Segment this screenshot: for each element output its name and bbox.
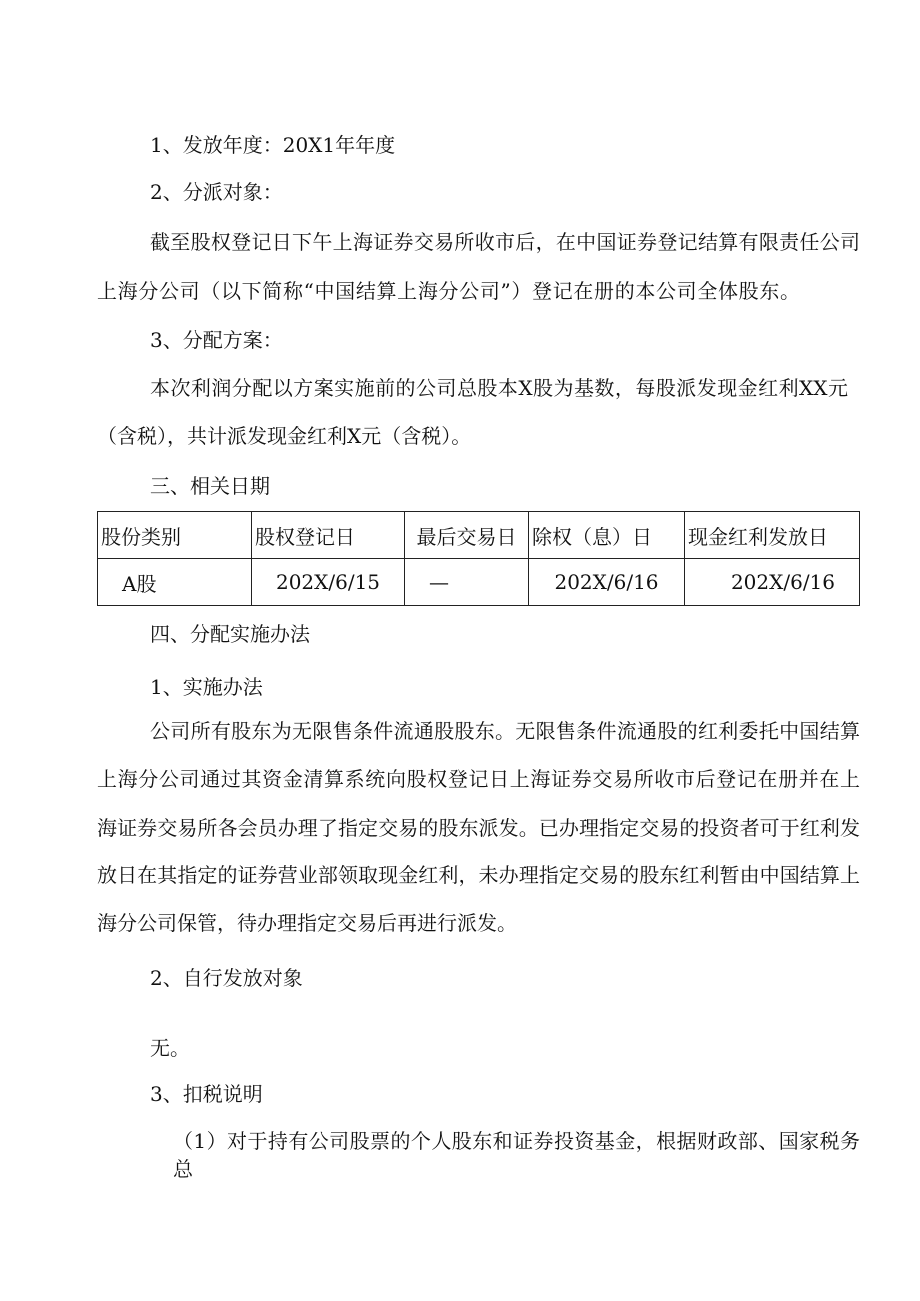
method-paragraph-line: 放日在其指定的证券营业部领取现金红利，未办理指定交易的股东红利暂由中国结算上	[97, 863, 860, 887]
table-cell: —	[405, 559, 529, 606]
plan-heading: 3、分配方案：	[150, 328, 283, 352]
table-cell: 202X/6/15	[252, 559, 405, 606]
table-cell: A股	[98, 559, 252, 606]
implementation-heading: 四、分配实施办法	[150, 622, 310, 646]
tax-paragraph-line: （1）对于持有公司股票的个人股东和证券投资基金，根据财政部、国家税务总	[173, 1129, 860, 1181]
dates-table	[97, 511, 860, 606]
self-issue-value: 无。	[150, 1036, 190, 1060]
dates-heading: 三、相关日期	[150, 474, 270, 498]
table-header-row	[98, 512, 860, 559]
table-row	[98, 559, 860, 606]
method-paragraph-line: 上海分公司通过其资金清算系统向股权登记日上海证券交易所收市后登记在册并在上	[97, 767, 860, 791]
table-header-cell: 股权登记日	[252, 512, 405, 559]
self-issue-heading: 2、自行发放对象	[150, 966, 303, 990]
recipients-heading: 2、分派对象：	[150, 180, 283, 204]
method-paragraph-line: 公司所有股东为无限售条件流通股股东。无限售条件流通股的红利委托中国结算	[150, 719, 860, 743]
method-heading: 1、实施办法	[150, 675, 263, 699]
table-cell: 202X/6/16	[685, 559, 860, 606]
issue-year: 1、发放年度：20X1年年度	[150, 133, 396, 157]
plan-paragraph-line: （含税），共计派发现金红利X元（含税）。	[97, 424, 472, 448]
table-header-cell: 除权（息）日	[529, 512, 685, 559]
table-header-cell: 股份类别	[98, 512, 252, 559]
method-paragraph-line: 海证券交易所各会员办理了指定交易的股东派发。已办理指定交易的投资者可于红利发	[97, 816, 860, 840]
tax-heading: 3、扣税说明	[150, 1082, 263, 1106]
method-paragraph-line: 海分公司保管，待办理指定交易后再进行派发。	[97, 911, 517, 935]
recipients-paragraph-line: 上海分公司（以下简称“中国结算上海分公司”）登记在册的本公司全体股东。	[97, 279, 800, 303]
recipients-paragraph-line: 截至股权登记日下午上海证券交易所收市后，在中国证券登记结算有限责任公司	[150, 230, 860, 254]
table-header-cell: 最后交易日	[405, 512, 529, 559]
table-cell: 202X/6/16	[529, 559, 685, 606]
plan-paragraph-line: 本次利润分配以方案实施前的公司总股本X股为基数，每股派发现金红利XX元	[150, 376, 848, 400]
table-header-cell: 现金红利发放日	[685, 512, 860, 559]
